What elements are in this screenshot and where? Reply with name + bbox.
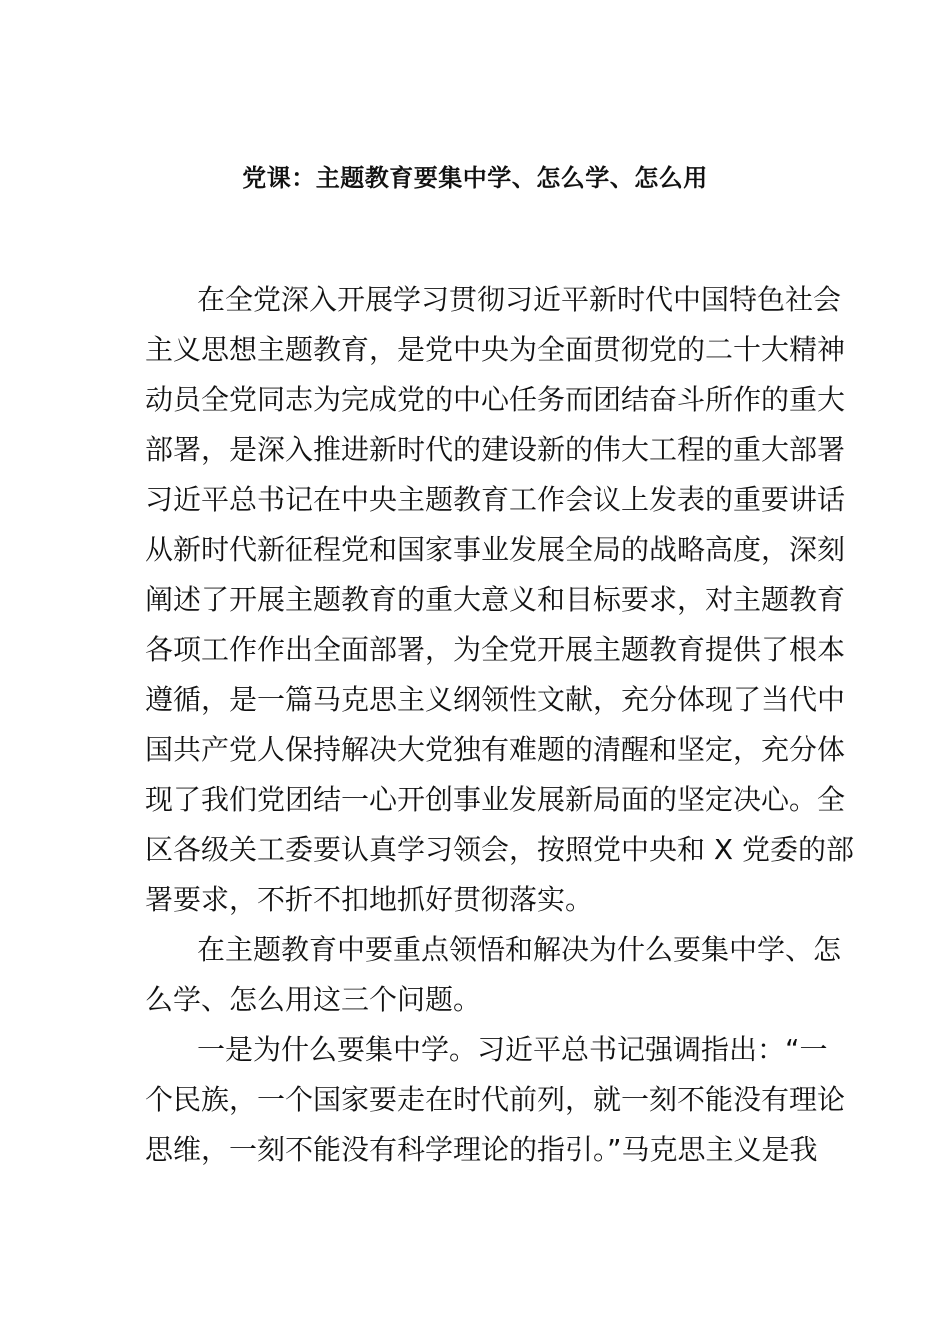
body-line-12: 区各级关工委要认真学习领会，按照党中央和 X 党委的部 <box>145 833 854 866</box>
body-line-15: 么学、怎么用这三个问题。 <box>145 983 482 1016</box>
body-line-16: 一是为什么要集中学。习近平总书记强调指出：“一 <box>197 1033 828 1066</box>
body-line-11: 现了我们党团结一心开创事业发展新局面的坚定决心。全 <box>145 783 846 816</box>
document-title: 党课：主题教育要集中学、怎么学、怎么用 <box>242 164 708 192</box>
body-line-6: 从新时代新征程党和国家事业发展全局的战略高度，深刻 <box>145 533 846 566</box>
body-line-9: 遵循，是一篇马克思主义纲领性文献，充分体现了当代中 <box>145 683 846 716</box>
body-line-4: 部署，是深入推进新时代的建设新的伟大工程的重大部署 <box>145 433 846 466</box>
body-line-1: 在全党深入开展学习贯彻习近平新时代中国特色社会 <box>197 283 842 316</box>
body-line-8: 各项工作作出全面部署，为全党开展主题教育提供了根本 <box>145 633 846 666</box>
body-line-13: 署要求，不折不扣地抓好贯彻落实。 <box>145 883 594 916</box>
body-line-5: 习近平总书记在中央主题教育工作会议上发表的重要讲话 <box>145 483 846 516</box>
body-line-17: 个民族，一个国家要走在时代前列，就一刻不能没有理论 <box>145 1083 846 1116</box>
body-line-3: 动员全党同志为完成党的中心任务而团结奋斗所作的重大 <box>145 383 846 416</box>
body-line-10: 国共产党人保持解决大党独有难题的清醒和坚定，充分体 <box>145 733 846 766</box>
body-line-2: 主义思想主题教育，是党中央为全面贯彻党的二十大精神 <box>145 333 846 366</box>
body-line-18: 思维，一刻不能没有科学理论的指引。”马克思主义是我 <box>145 1133 818 1166</box>
body-line-7: 阐述了开展主题教育的重大意义和目标要求，对主题教育 <box>145 583 846 616</box>
body-line-14: 在主题教育中要重点领悟和解决为什么要集中学、怎 <box>197 933 842 966</box>
